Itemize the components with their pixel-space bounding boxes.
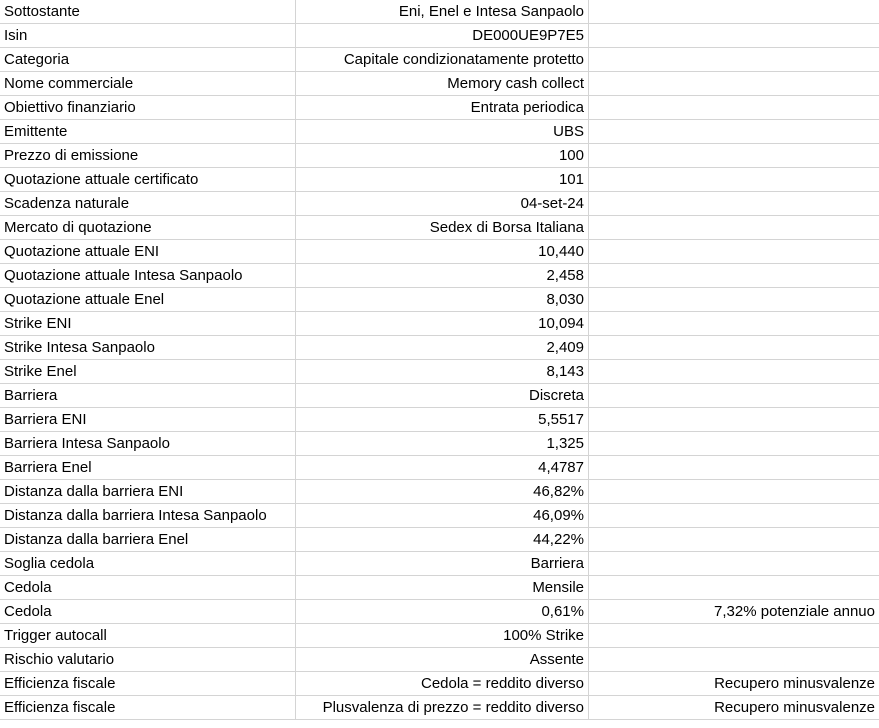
cell-value[interactable]: Cedola = reddito diverso: [296, 672, 589, 696]
cell-label[interactable]: Categoria: [0, 48, 296, 72]
cell-label[interactable]: Rischio valutario: [0, 648, 296, 672]
cell-note[interactable]: [589, 72, 879, 96]
cell-label[interactable]: Barriera ENI: [0, 408, 296, 432]
cell-value[interactable]: 10,440: [296, 240, 589, 264]
cell-label[interactable]: Nome commerciale: [0, 72, 296, 96]
cell-label[interactable]: Prezzo di emissione: [0, 144, 296, 168]
cell-label[interactable]: Quotazione attuale certificato: [0, 168, 296, 192]
cell-value[interactable]: Assente: [296, 648, 589, 672]
cell-note[interactable]: [589, 480, 879, 504]
cell-label[interactable]: Quotazione attuale ENI: [0, 240, 296, 264]
cell-note[interactable]: [589, 144, 879, 168]
cell-label[interactable]: Distanza dalla barriera Intesa Sanpaolo: [0, 504, 296, 528]
cell-label[interactable]: Barriera: [0, 384, 296, 408]
cell-value[interactable]: 100% Strike: [296, 624, 589, 648]
cell-note[interactable]: [589, 648, 879, 672]
cell-note[interactable]: [589, 96, 879, 120]
cell-label[interactable]: Strike ENI: [0, 312, 296, 336]
cell-label[interactable]: Mercato di quotazione: [0, 216, 296, 240]
cell-note[interactable]: [589, 120, 879, 144]
cell-note[interactable]: [589, 336, 879, 360]
cell-value[interactable]: 4,4787: [296, 456, 589, 480]
cell-label[interactable]: Isin: [0, 24, 296, 48]
cell-label[interactable]: Efficienza fiscale: [0, 696, 296, 720]
cell-value[interactable]: 101: [296, 168, 589, 192]
cell-label[interactable]: Soglia cedola: [0, 552, 296, 576]
cell-note[interactable]: [589, 384, 879, 408]
cell-label[interactable]: Cedola: [0, 600, 296, 624]
cell-label[interactable]: Obiettivo finanziario: [0, 96, 296, 120]
cell-value[interactable]: UBS: [296, 120, 589, 144]
cell-note[interactable]: [589, 312, 879, 336]
cell-value[interactable]: 04-set-24: [296, 192, 589, 216]
cell-value[interactable]: Barriera: [296, 552, 589, 576]
cell-value[interactable]: Eni, Enel e Intesa Sanpaolo: [296, 0, 589, 24]
cell-note[interactable]: [589, 192, 879, 216]
cell-label[interactable]: Strike Enel: [0, 360, 296, 384]
cell-note[interactable]: [589, 0, 879, 24]
cell-label[interactable]: Efficienza fiscale: [0, 672, 296, 696]
cell-note[interactable]: [589, 240, 879, 264]
cell-value[interactable]: Sedex di Borsa Italiana: [296, 216, 589, 240]
cell-note[interactable]: 7,32% potenziale annuo: [589, 600, 879, 624]
cell-note[interactable]: [589, 48, 879, 72]
cell-note[interactable]: Recupero minusvalenze: [589, 696, 879, 720]
cell-note[interactable]: [589, 360, 879, 384]
cell-note[interactable]: [589, 552, 879, 576]
cell-value[interactable]: Plusvalenza di prezzo = reddito diverso: [296, 696, 589, 720]
cell-note[interactable]: [589, 168, 879, 192]
cell-value[interactable]: 8,030: [296, 288, 589, 312]
cell-note[interactable]: Recupero minusvalenze: [589, 672, 879, 696]
cell-note[interactable]: [589, 576, 879, 600]
cell-note[interactable]: [589, 264, 879, 288]
cell-label[interactable]: Barriera Enel: [0, 456, 296, 480]
cell-value[interactable]: 46,09%: [296, 504, 589, 528]
cell-note[interactable]: [589, 624, 879, 648]
cell-note[interactable]: [589, 216, 879, 240]
cell-value[interactable]: Capitale condizionatamente protetto: [296, 48, 589, 72]
cell-value[interactable]: 46,82%: [296, 480, 589, 504]
cell-label[interactable]: Barriera Intesa Sanpaolo: [0, 432, 296, 456]
cell-note[interactable]: [589, 24, 879, 48]
cell-label[interactable]: Distanza dalla barriera ENI: [0, 480, 296, 504]
cell-label[interactable]: Quotazione attuale Enel: [0, 288, 296, 312]
cell-label[interactable]: Emittente: [0, 120, 296, 144]
cell-value[interactable]: Memory cash collect: [296, 72, 589, 96]
cell-label[interactable]: Sottostante: [0, 0, 296, 24]
cell-value[interactable]: 0,61%: [296, 600, 589, 624]
cell-note[interactable]: [589, 504, 879, 528]
cell-value[interactable]: 1,325: [296, 432, 589, 456]
cell-label[interactable]: Distanza dalla barriera Enel: [0, 528, 296, 552]
cell-value[interactable]: Mensile: [296, 576, 589, 600]
cell-note[interactable]: [589, 432, 879, 456]
cell-value[interactable]: 10,094: [296, 312, 589, 336]
cell-label[interactable]: Scadenza naturale: [0, 192, 296, 216]
cell-label[interactable]: Cedola: [0, 576, 296, 600]
cell-label[interactable]: Quotazione attuale Intesa Sanpaolo: [0, 264, 296, 288]
cell-note[interactable]: [589, 408, 879, 432]
cell-value[interactable]: Entrata periodica: [296, 96, 589, 120]
cell-value[interactable]: 5,5517: [296, 408, 589, 432]
cell-label[interactable]: Strike Intesa Sanpaolo: [0, 336, 296, 360]
cell-note[interactable]: [589, 288, 879, 312]
cell-note[interactable]: [589, 456, 879, 480]
cell-note[interactable]: [589, 528, 879, 552]
cell-value[interactable]: DE000UE9P7E5: [296, 24, 589, 48]
cell-value[interactable]: 2,409: [296, 336, 589, 360]
cell-value[interactable]: Discreta: [296, 384, 589, 408]
cell-value[interactable]: 8,143: [296, 360, 589, 384]
cell-value[interactable]: 44,22%: [296, 528, 589, 552]
cell-value[interactable]: 2,458: [296, 264, 589, 288]
cell-value[interactable]: 100: [296, 144, 589, 168]
cell-label[interactable]: Trigger autocall: [0, 624, 296, 648]
